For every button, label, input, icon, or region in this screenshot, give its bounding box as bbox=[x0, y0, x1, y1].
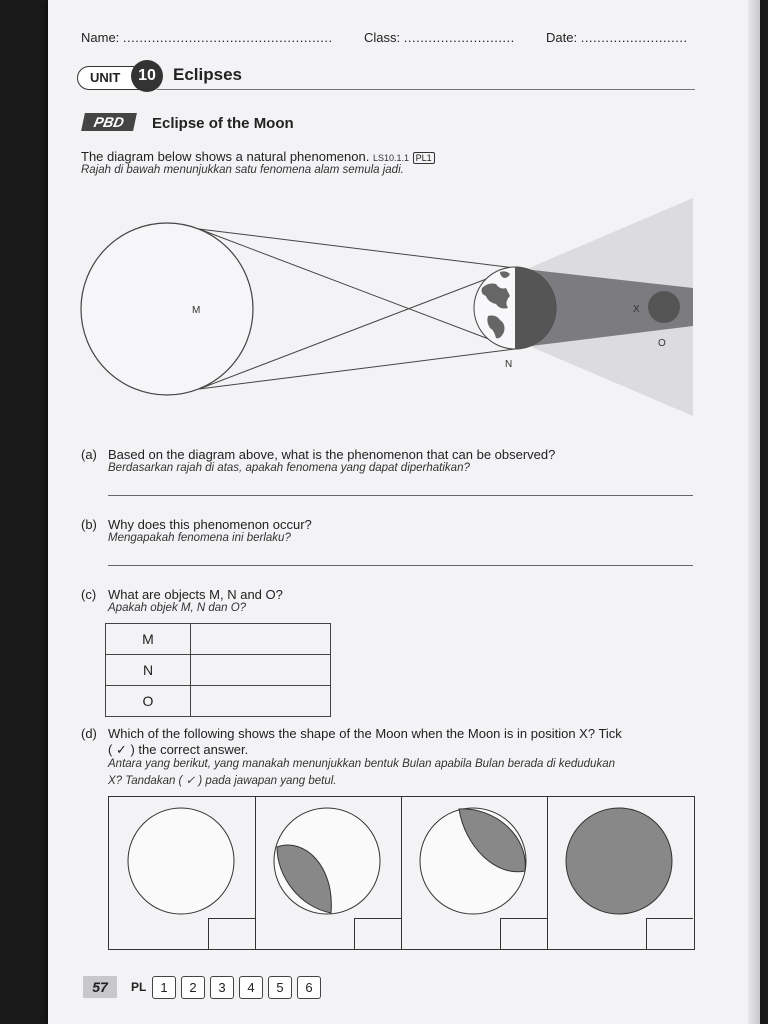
pl-level-1[interactable]: 1 bbox=[152, 976, 176, 999]
tick-box-1[interactable] bbox=[208, 918, 255, 949]
pl-level-2[interactable]: 2 bbox=[181, 976, 205, 999]
label-x: X bbox=[633, 304, 640, 315]
option-full-shaded bbox=[547, 797, 693, 949]
intro-translation: Rajah di bawah menunjukkan satu fenomena alam semula jadi. bbox=[81, 164, 404, 176]
table-label-o: O bbox=[106, 686, 191, 717]
table-row bbox=[106, 655, 331, 686]
name-label: Name: bbox=[81, 30, 120, 45]
section-title: Eclipse of the Moon bbox=[152, 115, 294, 132]
question-d-line2: ( ✓ ) the correct answer. bbox=[108, 742, 249, 757]
pl-label: PL bbox=[131, 980, 147, 994]
option-crescent-shaded bbox=[401, 797, 548, 949]
moon-shape-options bbox=[108, 796, 695, 950]
pl-level-4[interactable]: 4 bbox=[239, 976, 263, 999]
class-label: Class: bbox=[364, 30, 401, 45]
learning-standard-code: LS10.1.1 bbox=[372, 153, 409, 163]
tick-box-4[interactable] bbox=[646, 918, 693, 949]
answer-cell-o[interactable] bbox=[191, 686, 331, 717]
answer-cell-m[interactable] bbox=[191, 624, 331, 655]
question-a-text: Based on the diagram above, what is the phenomenon that can be observed? bbox=[108, 447, 556, 462]
date-label: Date: bbox=[546, 30, 578, 45]
label-n: N bbox=[505, 359, 513, 370]
question-d-line1: Which of the following shows the shape of the Moon when the Moon is in position X? Tick bbox=[108, 726, 622, 741]
question-a-translation: Berdasarkan rajah di atas, apakah fenomena yang dapat diperhatikan? bbox=[108, 462, 470, 474]
objects-table bbox=[105, 623, 331, 717]
intro-text bbox=[81, 149, 435, 164]
question-c-translation: Apakah objek M, N dan O? bbox=[108, 602, 247, 614]
moon-at-x bbox=[648, 291, 680, 323]
page-edge-shadow bbox=[748, 0, 760, 1024]
unit-word: UNIT bbox=[90, 70, 121, 85]
answer-cell-n[interactable] bbox=[191, 655, 331, 686]
pl-level-5[interactable]: 5 bbox=[268, 976, 292, 999]
tick-box-3[interactable] bbox=[500, 918, 547, 949]
pl-level-6[interactable]: 6 bbox=[297, 976, 321, 999]
date-field bbox=[546, 30, 688, 45]
intro-sentence: The diagram below shows a natural phenomenon. bbox=[81, 149, 370, 164]
question-b-translation: Mengapakah fenomena ini berlaku? bbox=[108, 532, 291, 544]
question-b-number: (b) bbox=[81, 517, 97, 532]
earth-globe bbox=[474, 267, 556, 349]
table-label-m: M bbox=[106, 624, 191, 655]
question-c-text: What are objects M, N and O? bbox=[108, 587, 283, 602]
tick-box-2[interactable] bbox=[354, 918, 401, 949]
answer-line-a[interactable] bbox=[108, 495, 693, 496]
date-dots: .......................... bbox=[580, 30, 688, 45]
pl-badge: PL1 bbox=[413, 152, 435, 164]
question-d-translation1: Antara yang berikut, yang manakah menunjukkan bentuk Bulan apabila Bulan berada di kedudukan bbox=[108, 758, 615, 770]
ray-line bbox=[199, 349, 515, 389]
worksheet-page bbox=[48, 0, 760, 1024]
label-o: O bbox=[658, 338, 666, 349]
table-row bbox=[106, 624, 331, 655]
question-d-translation2: X? Tandakan ( ✓ ) pada jawapan yang betul. bbox=[108, 775, 337, 787]
table-label-n: N bbox=[106, 655, 191, 686]
unit-underline bbox=[157, 89, 695, 90]
question-d-number: (d) bbox=[81, 726, 97, 741]
label-m: M bbox=[192, 305, 201, 316]
class-field bbox=[364, 30, 515, 45]
class-dots: ........................... bbox=[403, 30, 515, 45]
question-a-number: (a) bbox=[81, 447, 97, 462]
pl-level-3[interactable]: 3 bbox=[210, 976, 234, 999]
question-c-number: (c) bbox=[81, 587, 97, 602]
unit-title: Eclipses bbox=[173, 65, 242, 84]
page-number: 57 bbox=[83, 976, 117, 998]
answer-line-b[interactable] bbox=[108, 565, 693, 566]
question-b-text: Why does this phenomenon occur? bbox=[108, 517, 312, 532]
pbd-badge: PBD bbox=[81, 113, 137, 131]
unit-number: 10 bbox=[131, 60, 163, 92]
option-full-empty bbox=[109, 797, 256, 949]
name-field bbox=[81, 30, 333, 45]
table-row bbox=[106, 686, 331, 717]
sun-circle-m bbox=[81, 223, 253, 395]
eclipse-diagram bbox=[78, 192, 698, 424]
option-lens-shaded bbox=[255, 797, 402, 949]
unit-header bbox=[77, 62, 694, 90]
ray-line bbox=[199, 229, 515, 268]
name-dots: ................................................... bbox=[122, 30, 333, 45]
